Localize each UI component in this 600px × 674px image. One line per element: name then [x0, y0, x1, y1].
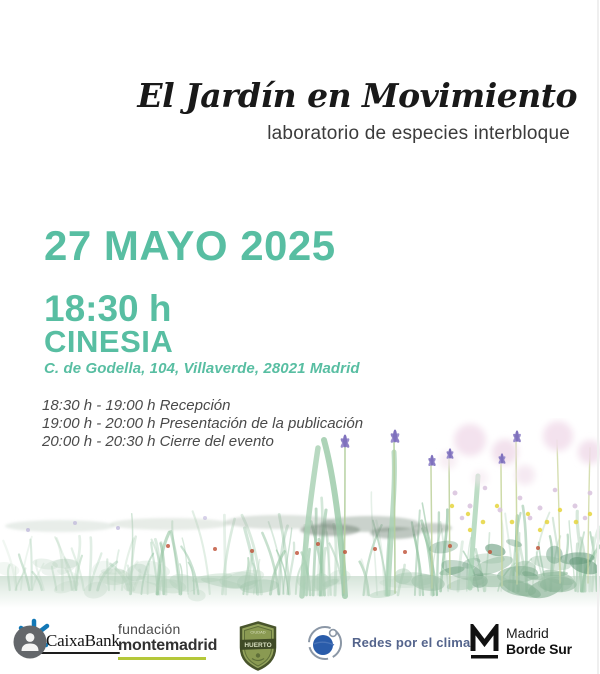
montemadrid-underline	[118, 657, 206, 660]
meadow-base-fade	[0, 576, 600, 608]
red-seed-dots	[166, 542, 540, 555]
madrid-borde-sur-text	[506, 626, 572, 657]
poster-title: El Jardín en Movimiento	[137, 76, 577, 115]
badge-main-label: HUERTO	[244, 642, 272, 649]
person-avatar-icon[interactable]	[13, 625, 47, 659]
madrid-m-icon	[470, 624, 500, 662]
redes-label: Redes por el clima	[352, 635, 471, 650]
meadow-illustration	[0, 418, 600, 608]
montemadrid-label: montemadrid	[118, 637, 218, 654]
badge-top-label: CIUDAD	[250, 629, 266, 635]
redes-por-el-clima-logo	[306, 624, 471, 674]
fundacion-montemadrid-logo	[118, 622, 218, 674]
schedule-line: 19:00 h - 20:00 h Presentación de la publicación	[42, 415, 364, 432]
globe-icon	[306, 624, 344, 662]
sponsor-footer	[0, 616, 600, 674]
smudge-band	[5, 515, 452, 539]
schedule-line: 18:30 h - 19:00 h Recepción	[42, 397, 231, 414]
poster-subtitle: laboratorio de especies interbloque	[267, 123, 570, 144]
fundacion-label: fundación	[118, 621, 181, 637]
caixabank-label: CaixaBank	[46, 631, 120, 650]
event-venue: CINESIA	[44, 324, 174, 359]
event-date: 27 MAYO 2025	[44, 222, 336, 269]
borde-sur-label: Borde Sur	[506, 641, 572, 657]
madrid-borde-sur-logo	[470, 624, 580, 674]
right-edge-line	[597, 0, 599, 674]
madrid-label: Madrid	[506, 625, 549, 641]
pink-flowers	[439, 421, 600, 486]
event-address: C. de Godella, 104, Villaverde, 28021 Madrid	[44, 360, 360, 377]
event-time: 18:30 h	[44, 288, 172, 329]
schedule-line: 20:00 h - 20:30 h Cierre del evento	[42, 433, 274, 450]
huerto-shield-badge	[237, 619, 279, 673]
